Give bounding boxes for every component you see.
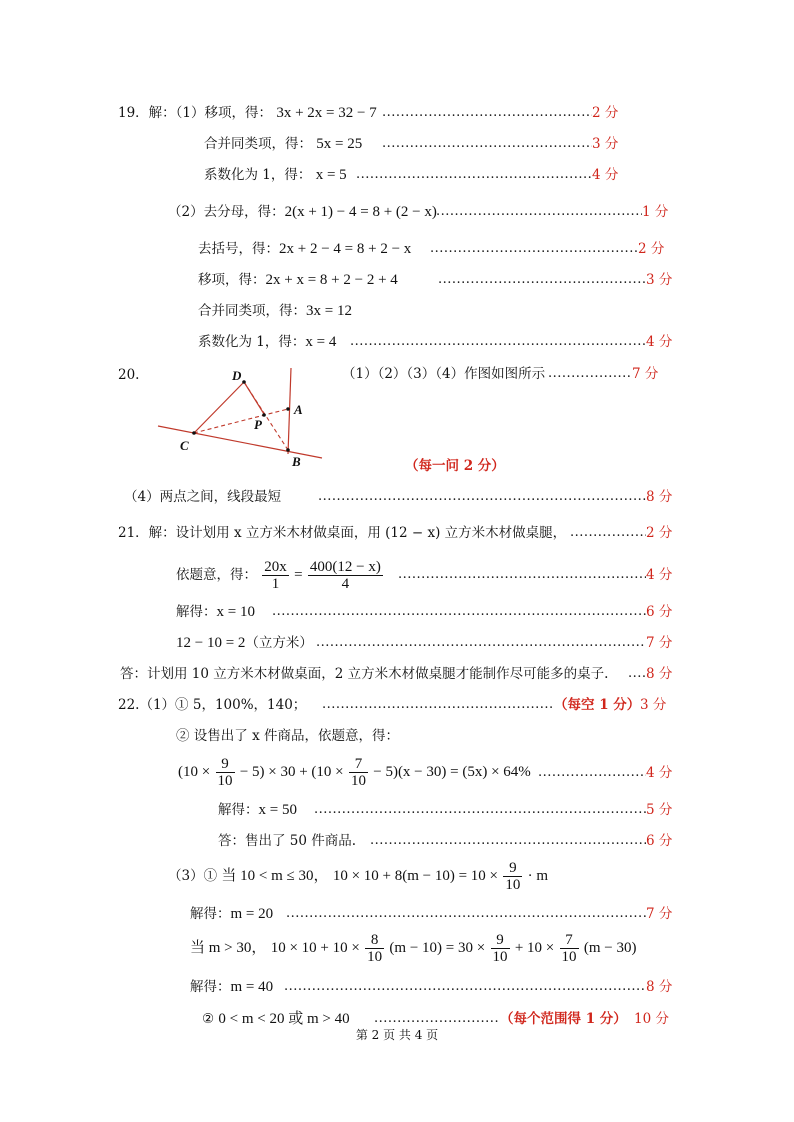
score: 1 分 xyxy=(642,204,669,220)
q21-equation: 依题意，得： $\frac{20x}{1}$ = $\frac{400(12 - x)}{4}$ xyxy=(176,559,381,592)
score: 7 分 xyxy=(646,906,673,922)
q22-note: （每空 1 分） xyxy=(554,697,641,713)
score: 5 分 xyxy=(646,802,673,818)
dot-leader xyxy=(286,905,646,923)
q20-text: （1）（2）（3）（4）作图如图所示 xyxy=(342,366,546,382)
q19-step2: 合并同类项，得： 5x = 25 xyxy=(204,136,363,152)
dot-leader xyxy=(272,603,646,621)
q19-part2-step4: 合并同类项，得：3x = 12 xyxy=(198,303,352,319)
q22-solution: 解得：x = 50 xyxy=(218,802,297,818)
score: 3 分 xyxy=(640,697,667,713)
dot-leader xyxy=(436,203,642,221)
q22-answer: 答：售出了 50 件商品. xyxy=(218,833,357,849)
q20-geometry-figure xyxy=(150,358,330,478)
label-a: A xyxy=(294,402,303,417)
line-cp-dashed xyxy=(194,409,288,433)
q19-part2-step3: 移项，得：2x + x = 8 + 2 − 2 + 4 xyxy=(198,272,398,288)
q22-part1: 22.（1）① 5，100%，140； xyxy=(118,697,307,713)
q21-calc: 12 − 10 = 2（立方米） xyxy=(176,635,313,651)
dot-leader xyxy=(284,978,646,996)
fraction: $\frac{9}{10}$ xyxy=(505,860,521,893)
score: 3 分 xyxy=(592,136,619,152)
dot-leader xyxy=(370,832,646,850)
dot-leader xyxy=(322,696,554,714)
q19-part1-label: 19．解：（1）移项，得： 3x + 2x = 32 − 7 xyxy=(118,105,377,121)
score: 6 分 xyxy=(646,604,673,620)
fraction: $\frac{7}{10}$ xyxy=(561,932,577,965)
q22-range-note: （每个范围得 1 分） xyxy=(500,1011,627,1027)
q20-part4: （4）两点之间，线段最短 xyxy=(124,489,282,505)
label-c: C xyxy=(180,438,189,453)
q19-step3: 系数化为 1，得： x = 5 xyxy=(204,167,347,183)
point-a xyxy=(286,407,290,411)
label-b: B xyxy=(292,454,301,469)
line-dc xyxy=(194,382,244,433)
dot-leader xyxy=(548,365,632,383)
q22-part2-setup: ② 设售出了 x 件商品，依题意，得： xyxy=(176,728,399,744)
dot-leader xyxy=(356,166,592,184)
score: 8 分 xyxy=(646,979,673,995)
score: 6 分 xyxy=(646,833,673,849)
q19-part2-step2: 去括号，得：2x + 2 − 4 = 8 + 2 − x xyxy=(198,241,412,257)
dot-leader xyxy=(316,634,646,652)
dot-leader xyxy=(538,764,646,782)
page-footer: 第 2 页 共 4 页 xyxy=(355,1028,439,1042)
fraction: $\frac{9}{10}$ xyxy=(217,756,233,789)
dot-leader xyxy=(314,801,646,819)
dot-leader xyxy=(382,135,592,153)
score: 10 分 xyxy=(634,1011,669,1027)
score: 8 分 xyxy=(646,489,673,505)
dot-leader xyxy=(430,240,638,258)
q21-answer: 答：计划用 10 立方米木材做桌面，2 立方米木材做桌腿才能制作尽可能多的桌子. xyxy=(120,666,609,682)
point-d xyxy=(242,380,246,384)
score: 7 分 xyxy=(632,366,659,382)
score: 4 分 xyxy=(646,567,673,583)
point-c xyxy=(192,431,196,435)
fraction: $\frac{8}{10}$ xyxy=(367,932,383,965)
fraction: $\frac{9}{10}$ xyxy=(492,932,508,965)
q22-part3-solution2: 解得：m = 40 xyxy=(190,979,274,995)
score: 2 分 xyxy=(592,105,619,121)
line-da xyxy=(244,382,264,414)
q22-part3-case1: （3）① 当 10 < m ≤ 30， 10 × 10 + 8(m − 10) = 10 × $\frac{9}{10}$ · m xyxy=(168,860,549,893)
q21-solution: 解得：x = 10 xyxy=(176,604,255,620)
point-p xyxy=(262,413,266,417)
score: 2 分 xyxy=(638,241,665,257)
dot-leader xyxy=(438,271,646,289)
dot-leader xyxy=(350,333,646,351)
fraction: $\frac{400(12 - x)}{4}$ xyxy=(309,559,381,592)
q20-label: 20. xyxy=(118,367,140,383)
q22-part3-case2: 当 m > 30， 10 × 10 + 10 × $\frac{8}{10}$ (m − 10) = 30 × $\frac{9}{10}$ + 10 × $\frac{7}{10}$ (m − 30) xyxy=(190,932,637,965)
label-p: P xyxy=(254,417,262,432)
score: 4 分 xyxy=(646,765,673,781)
q19-part2-step5: 系数化为 1，得：x = 4 xyxy=(198,334,337,350)
line-ab xyxy=(288,368,291,454)
q21-setup: 21．解：设计划用 x 立方米木材做桌面，用 (12 − x) 立方米木材做桌腿， xyxy=(118,525,567,541)
q22-part3-2: ② 0 < m < 20 或 m > 40 xyxy=(202,1011,350,1027)
score: 3 分 xyxy=(646,272,673,288)
point-b xyxy=(286,448,290,452)
q19-part2-step1: （2）去分母，得：2(x + 1) − 4 = 8 + (2 − x) xyxy=(168,204,437,220)
fraction: $\frac{20x}{1}$ xyxy=(264,559,287,592)
dot-leader xyxy=(628,665,646,683)
score: 4 分 xyxy=(646,334,673,350)
q22-equation: (10 × $\frac{9}{10}$ − 5) × 30 + (10 × $\frac{7}{10}$ − 5)(x − 30) = (5x) × 64% xyxy=(178,756,531,789)
dot-leader xyxy=(318,488,646,506)
q20-note: （每一问 2 分） xyxy=(405,458,505,474)
label-d: D xyxy=(232,368,242,383)
score: 2 分 xyxy=(646,525,673,541)
q22-part3-solution1: 解得：m = 20 xyxy=(190,906,274,922)
dot-leader xyxy=(570,524,646,542)
fraction: $\frac{7}{10}$ xyxy=(350,756,366,789)
dot-leader xyxy=(382,104,592,122)
score: 4 分 xyxy=(592,167,619,183)
dot-leader xyxy=(398,566,646,584)
score: 8 分 xyxy=(646,666,673,682)
score: 7 分 xyxy=(646,635,673,651)
q19-step1-math: 3x + 2x = 32 − 7 xyxy=(276,105,377,121)
